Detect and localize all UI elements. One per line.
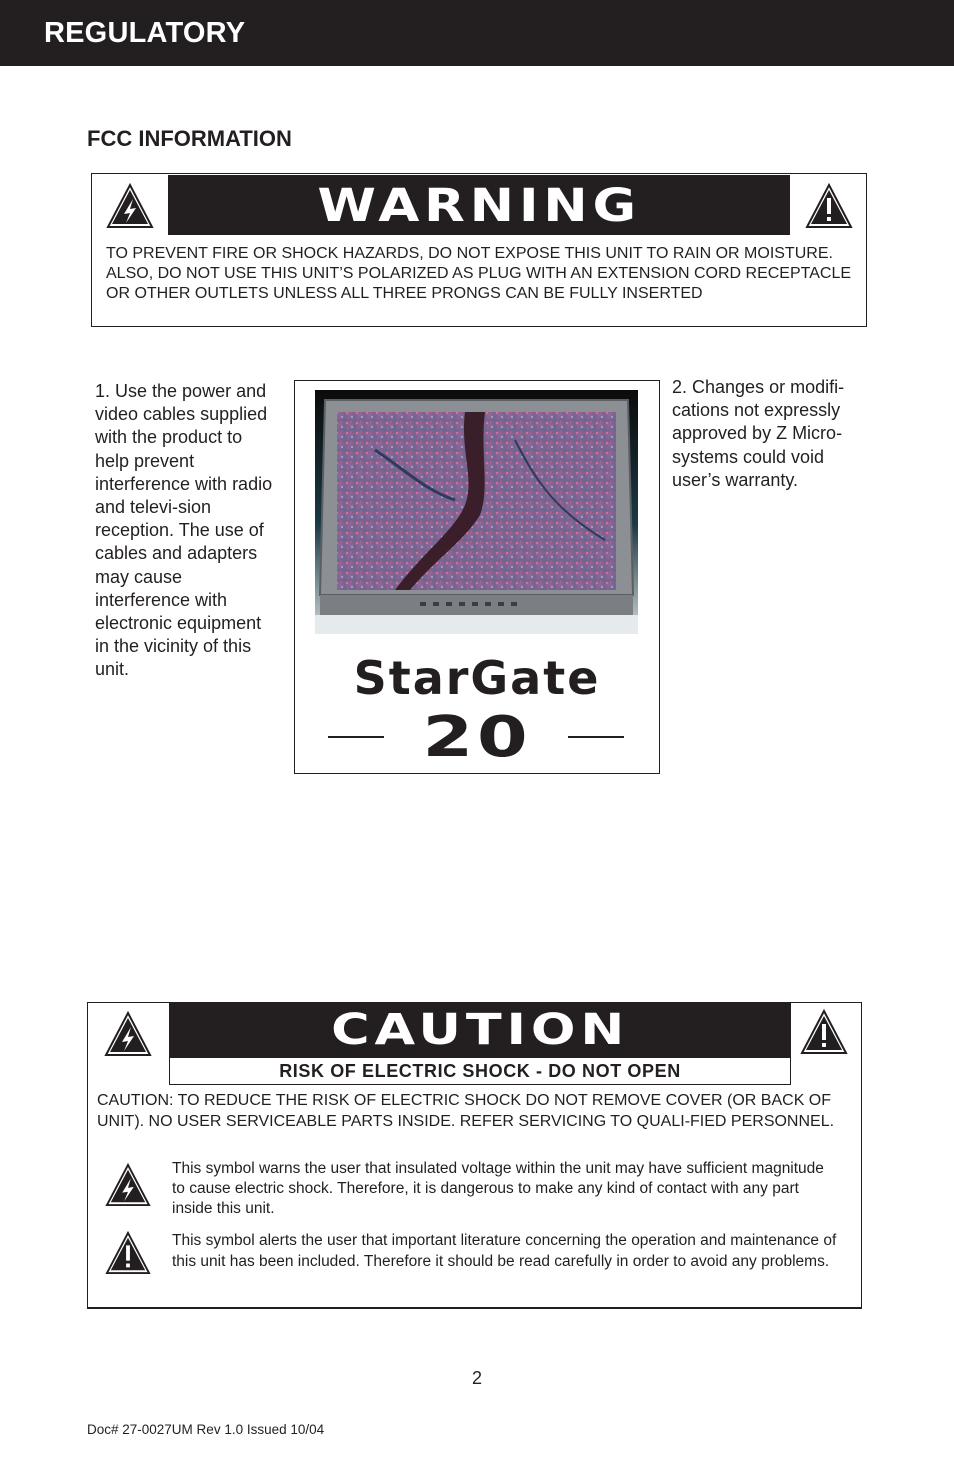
- warning-word: WARNING: [317, 178, 641, 232]
- caution-banner: [169, 1003, 791, 1057]
- warning-banner: [168, 175, 790, 235]
- caution-text: CAUTION: TO REDUCE THE RISK OF ELECTRIC SHOCK DO NOT REMOVE COVER (OR BACK OF UNIT). NO USER SERVICEABLE PARTS INSIDE. REFER SERVICING TO QUALI-FIED PERSONNEL.: [97, 1092, 835, 1130]
- product-model-row: [295, 705, 659, 770]
- page-title: REGULATORY: [44, 17, 246, 49]
- section-heading: FCC INFORMATION: [87, 126, 292, 151]
- product-brand: StarGate: [353, 651, 601, 705]
- header-bar: [0, 0, 954, 66]
- page-number: 2: [471, 1368, 482, 1388]
- caution-subtitle: RISK OF ELECTRIC SHOCK - DO NOT OPEN: [169, 1057, 791, 1085]
- caution-box: [87, 1002, 862, 1309]
- document-id: Doc# 27-0027UM Rev 1.0 Issued 10/04: [87, 1422, 325, 1437]
- model-rule-right: [568, 736, 624, 738]
- product-model: 20: [422, 705, 532, 770]
- warning-box: [91, 173, 867, 327]
- lightning-triangle-icon: [106, 183, 154, 229]
- warning-text: TO PREVENT FIRE OR SHOCK HAZARDS, DO NOT EXPOSE THIS UNIT TO RAIN OR MOISTURE. ALSO, DO NOT USE THIS UNIT’S POLARIZED AS PLUG WITH AN EXTENSION CORD RECEPTACLE OR OTHER OUTLETS UNLESS ALL THREE PRONGS CAN BE FULLY INSERTED: [106, 245, 852, 302]
- lightning-symbol-description: This symbol warns the user that insulated voltage within the unit may have sufficient magnitude to cause electric shock. Therefore, it is dangerous to make any kind of contact with any part inside this unit.: [172, 1160, 824, 1217]
- exclamation-triangle-icon: [805, 183, 853, 229]
- lightning-triangle-icon: [104, 1163, 152, 1207]
- exclamation-symbol-description: This symbol alerts the user that important literature concerning the operation and maintenance of this unit has been included. Therefore it should be read carefully in order to avoid any problems.: [172, 1232, 837, 1270]
- lightning-triangle-icon: [104, 1011, 152, 1057]
- monitor-image: [315, 390, 638, 634]
- caution-word: CAUTION: [330, 1005, 630, 1055]
- product-box: [294, 380, 660, 774]
- note-right: 2. Changes or modifi-cations not expressly approved by Z Micro-systems could void user’s warranty.: [672, 377, 845, 490]
- exclamation-triangle-icon: [104, 1231, 152, 1275]
- exclamation-triangle-icon: [800, 1009, 848, 1055]
- note-left: 1. Use the power and video cables supplied with the product to help prevent interference with radio and televi-sion reception. The use of cables and adapters may cause interference with electronic equipment in the vicinity of this unit.: [95, 381, 273, 680]
